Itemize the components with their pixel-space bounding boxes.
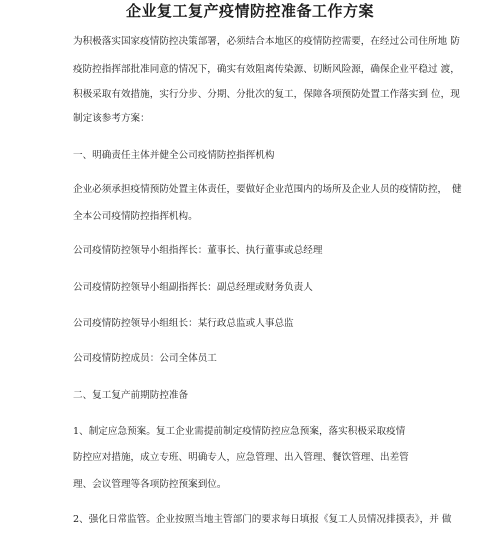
- paragraph-line: 全本公司疫情防控指挥机构。: [73, 211, 198, 222]
- section-heading: 二、复工复产前期防控准备: [73, 390, 189, 401]
- paragraph-line: 1、制定应急预案。复工企业需提前制定疫情防控应急预案，落实积极采取疫情: [73, 426, 406, 437]
- list-item: 公司疫情防控成员：公司全体员工: [73, 353, 217, 364]
- paragraph-line: 2、强化日常监管。企业按照当地主管部门的要求每日填报《复工人员情况排摸表》，并 做: [73, 514, 452, 525]
- paragraph-line: 防控应对措施，成立专班、明确专人，应急管理、出入管理、餐饮管理、出差管: [73, 452, 409, 463]
- paragraph-line: 疫防控指挥部批准同意的情况下，确实有效阻离传染源、切断风险源，确保企业平稳过 渡，: [73, 64, 460, 75]
- paragraph-line: 积极采取有效措施，实行分步、分期、分批次的复工，保障各项预防处置工作落实到 位，现: [73, 89, 460, 100]
- list-item: 公司疫情防控领导小组副指挥长：副总经理或财务负责人: [73, 282, 313, 293]
- paragraph-line: 企业必须承担疫情预防处置主体责任，要做好企业范围内的场所及企业人员的疫情防控， 健: [73, 184, 462, 195]
- list-item: 公司疫情防控领导小组组长：某行政总监或人事总监: [73, 318, 294, 329]
- section-heading: 一、明确责任主体并健全公司疫情防控指挥机构: [73, 150, 275, 161]
- list-item: 公司疫情防控领导小组指挥长：董事长、执行董事或总经理: [73, 245, 323, 256]
- paragraph-line: 理、会议管理等各项防控预案到位。: [73, 479, 227, 490]
- document-title: 企业复工复产疫情防控准备工作方案: [125, 2, 374, 20]
- paragraph-line: 为积极落实国家疫情防控决策部署，必须结合本地区的疫情防控需要，在经过公司住所地 防: [73, 36, 460, 47]
- paragraph-line: 制定该参考方案：: [73, 113, 150, 124]
